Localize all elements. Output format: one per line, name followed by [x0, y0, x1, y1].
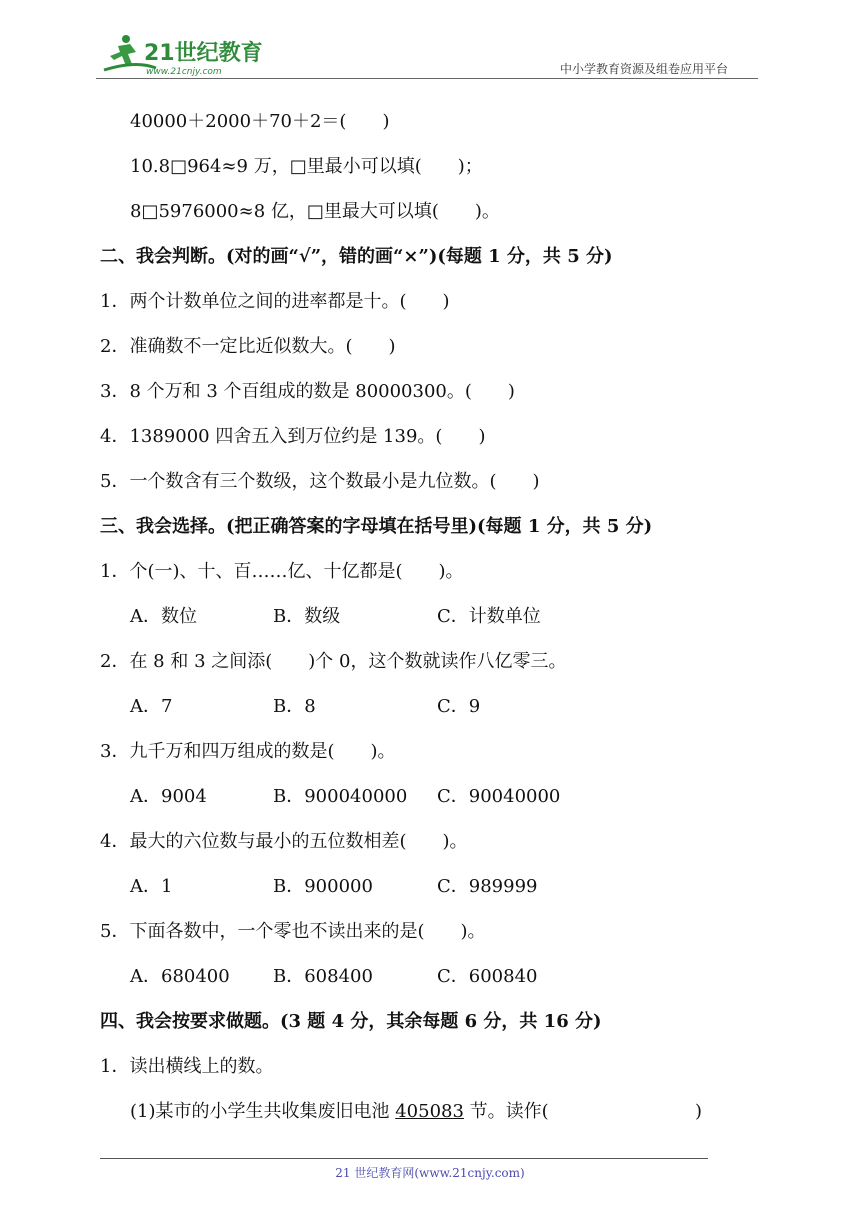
choice-question-5: 5．下面各数中，一个零也不读出来的是( )。 — [100, 921, 486, 942]
choice-question-4: 4．最大的六位数与最小的五位数相差( )。 — [100, 831, 468, 852]
choice-question-1: 1．个(一)、十、百……亿、十亿都是( )。 — [100, 561, 464, 582]
section-4-title: 四、我会按要求做题。(3 题 4 分，其余每题 6 分，共 16 分) — [100, 1011, 602, 1032]
section-3-title: 三、我会选择。(把正确答案的字母填在括号里)(每题 1 分，共 5 分) — [100, 516, 653, 537]
choice-2-option-c: C．9 — [437, 696, 481, 717]
sub-1-text-after: 节。读作( — [463, 1101, 549, 1122]
judge-item-3: 3．8 个万和 3 个百组成的数是 80000300。( ) — [100, 381, 515, 402]
choice-5-option-a: A．680400 — [130, 966, 230, 987]
site-logo — [96, 30, 266, 78]
header-divider — [96, 78, 758, 79]
fill-item-2: 10.8□964≈9 万，□里最小可以填( )； — [130, 156, 483, 177]
choice-5-option-c: C．600840 — [437, 966, 538, 987]
underlined-number: 405083 — [395, 1101, 464, 1122]
choice-3-option-a: A．9004 — [130, 786, 207, 807]
judge-item-1: 1．两个计数单位之间的进率都是十。( ) — [100, 291, 450, 312]
task-1-sub-1 — [130, 1100, 549, 1124]
choice-1-option-b: B．数级 — [273, 606, 341, 627]
footer-divider — [100, 1158, 708, 1159]
choice-4-option-b: B．900000 — [273, 876, 373, 897]
sub-1-text-before: (1)某市的小学生共收集废旧电池 — [130, 1101, 396, 1122]
fill-item-1: 40000＋2000＋70＋2＝( ) — [130, 111, 390, 132]
choice-5-option-b: B．608400 — [273, 966, 373, 987]
judge-item-4: 4．1389000 四舍五入到万位约是 139。( ) — [100, 426, 486, 447]
footer-text: 21 世纪教育网(www.21cnjy.com) — [335, 1166, 525, 1180]
choice-question-2: 2．在 8 和 3 之间添( )个 0，这个数就读作八亿零三。 — [100, 651, 567, 672]
choice-4-option-a: A．1 — [130, 876, 173, 897]
header-platform-text: 中小学教育资源及组卷应用平台 — [560, 62, 729, 76]
logo-url: www.21cnjy.com — [146, 67, 222, 77]
choice-1-option-c: C．计数单位 — [437, 606, 541, 627]
judge-item-2: 2．准确数不一定比近似数大。( ) — [100, 336, 396, 357]
task-question-1: 1．读出横线上的数。 — [100, 1056, 274, 1077]
choice-4-option-c: C．989999 — [437, 876, 538, 897]
choice-3-option-b: B．900040000 — [273, 786, 408, 807]
choice-3-option-c: C．90040000 — [437, 786, 561, 807]
logo-text: 21世纪教育 — [144, 41, 263, 66]
sub-1-close-paren: ) — [695, 1101, 703, 1122]
fill-item-3: 8□5976000≈8 亿，□里最大可以填( )。 — [130, 201, 500, 222]
choice-2-option-b: B．8 — [273, 696, 316, 717]
choice-question-3: 3．九千万和四万组成的数是( )。 — [100, 741, 396, 762]
section-2-title: 二、我会判断。(对的画“√”，错的画“×”)(每题 1 分，共 5 分) — [100, 246, 613, 267]
judge-item-5: 5．一个数含有三个数级，这个数最小是九位数。( ) — [100, 471, 540, 492]
choice-1-option-a: A．数位 — [130, 606, 197, 627]
choice-2-option-a: A．7 — [130, 696, 173, 717]
